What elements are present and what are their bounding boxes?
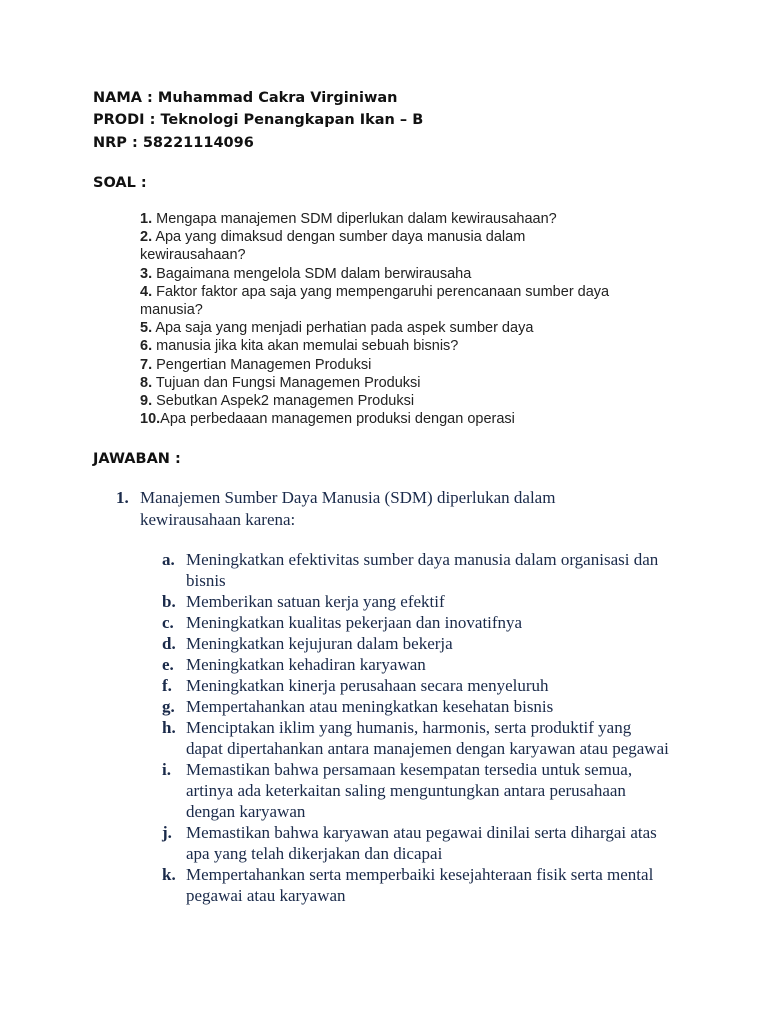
answer-text: Manajemen Sumber Daya Manusia (SDM) diperlukan dalam kewirausahaan karena: <box>140 488 556 529</box>
soal-heading: SOAL : <box>93 175 147 191</box>
answer-list-item: i. Memastikan bahwa persamaan kesempatan tersedia untuk semua, artinya ada keterkaitan saling menguntungkan antara perusahaan dengan karyawan <box>162 760 633 821</box>
question-item: 1. Mengapa manajemen SDM diperlukan dalam kewirausahaan? <box>140 211 557 227</box>
answer-list-item: e. Meningkatkan kehadiran karyawan <box>162 655 426 674</box>
nrp-line: NRP : 58221114096 <box>93 135 254 151</box>
jawaban-heading: JAWABAN : <box>93 451 181 467</box>
question-item: 7. Pengertian Managemen Produksi <box>140 356 372 373</box>
question-item: 4. Faktor faktor apa saja yang mempengaruhi perencanaan sumber daya manusia? <box>140 283 610 319</box>
answer-list-item: b. Memberikan satuan kerja yang efektif <box>162 592 445 611</box>
answer-number: 1. <box>116 488 129 507</box>
question-item: 2. Apa yang dimaksud dengan sumber daya manusia dalam kewirausahaan? <box>140 229 526 264</box>
question-list <box>140 210 700 428</box>
answer-1-list <box>162 549 672 906</box>
prodi-line: PRODI : Teknologi Penangkapan Ikan – B <box>93 112 424 128</box>
question-item: 3. Bagaimana mengelola SDM dalam berwirausaha <box>140 265 472 282</box>
question-item: 5. Apa saja yang menjadi perhatian pada aspek sumber daya <box>140 320 534 337</box>
question-item: 6. manusia jika kita akan memulai sebuah bisnis? <box>140 338 459 355</box>
answer-list-item: d. Meningkatkan kejujuran dalam bekerja <box>162 634 453 653</box>
question-item: 9. Sebutkan Aspek2 managemen Produksi <box>140 393 415 410</box>
answer-1-intro <box>116 487 676 531</box>
name-line: NAMA : Muhammad Cakra Virginiwan <box>93 90 398 106</box>
answer-list-item: h. Menciptakan iklim yang humanis, harmonis, serta produktif yang dapat dipertahankan antara manajemen dengan karyawan atau pegawai <box>162 718 669 758</box>
answer-list-item: k. Mempertahankan serta memperbaiki kesejahteraan fisik serta mental pegawai atau karyawan <box>162 865 654 905</box>
answer-list-item: j. Memastikan bahwa karyawan atau pegawai dinilai serta dihargai atas apa yang telah dikerjakan dan dicapai <box>162 823 657 863</box>
question-item: 8. Tujuan dan Fungsi Managemen Produksi <box>140 374 421 391</box>
answer-list-item: f. Meningkatkan kinerja perusahaan secara menyeluruh <box>162 676 549 695</box>
answer-list-item: g. Mempertahankan atau meningkatkan kesehatan bisnis <box>162 697 554 716</box>
answer-list-item: c. Meningkatkan kualitas pekerjaan dan inovatifnya <box>162 613 523 632</box>
question-item: 10.Apa perbedaaan managemen produksi dengan operasi <box>140 411 515 428</box>
answer-list-item: a. Meningkatkan efektivitas sumber daya manusia dalam organisasi dan bisnis <box>162 550 659 590</box>
